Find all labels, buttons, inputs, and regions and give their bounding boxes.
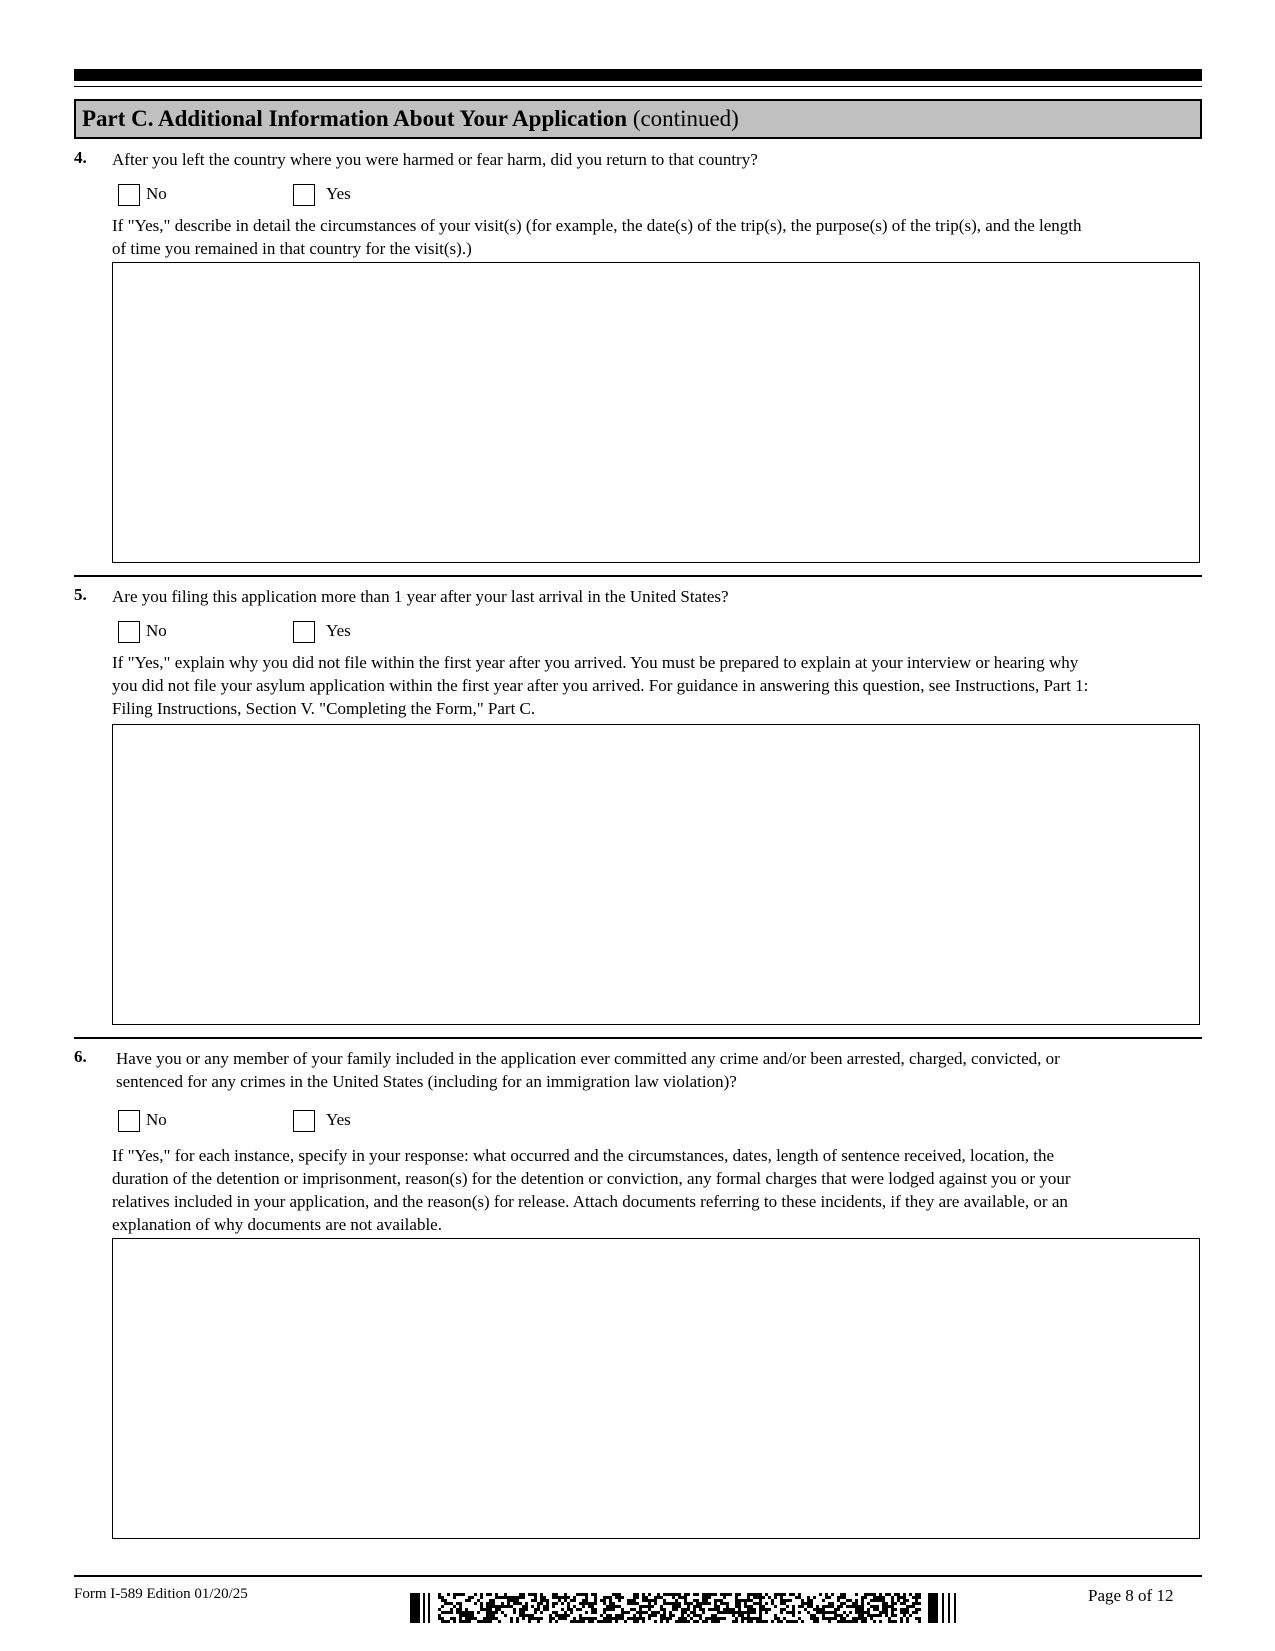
question-6-instruction-line-2: duration of the detention or imprisonment, reason(s) for the detention or conviction, any formal charges that were lodged against you or your bbox=[112, 1169, 1071, 1188]
question-4-instruction-line-2: of time you remained in that country for the visit(s).) bbox=[112, 239, 472, 258]
footer-rule bbox=[74, 1575, 1202, 1577]
question-5-instruction-line-3: Filing Instructions, Section V. "Completing the Form," Part C. bbox=[112, 699, 536, 718]
question-4-yes-label: Yes bbox=[326, 184, 351, 203]
question-6-instruction-line-3: relatives included in your application, and the reason(s) for release. Attach documents referring to these incidents, if they are available, or an bbox=[112, 1192, 1068, 1211]
question-5-answer-box[interactable] bbox=[112, 724, 1200, 1025]
barcode-icon bbox=[410, 1593, 958, 1623]
question-6-text-line-2: sentenced for any crimes in the United States (including for an immigration law violation)? bbox=[116, 1072, 737, 1091]
question-6-text-line-1: Have you or any member of your family included in the application ever committed any crime and/or been arrested, charged, convicted, or bbox=[116, 1049, 1060, 1068]
form-edition: Form I-589 Edition 01/20/25 bbox=[74, 1586, 248, 1602]
question-5-instruction-line-1: If "Yes," explain why you did not file within the first year after you arrived. You must be prepared to explain at your interview or hearing why bbox=[112, 653, 1079, 672]
question-4-number: 4. bbox=[74, 148, 87, 167]
page-number: Page 8 of 12 bbox=[1088, 1586, 1174, 1605]
question-6-yes-checkbox[interactable] bbox=[293, 1110, 315, 1132]
question-4-yes-checkbox[interactable] bbox=[293, 184, 315, 206]
question-6-no-label: No bbox=[146, 1110, 167, 1129]
question-5-no-checkbox[interactable] bbox=[118, 621, 140, 643]
separator-rule bbox=[74, 1037, 1202, 1039]
section-title: Part C. Additional Information About Your Application bbox=[82, 106, 628, 131]
question-4-instruction-line-1: If "Yes," describe in detail the circumstances of your visit(s) (for example, the date(s) of the trip(s), the purpose(s) of the trip(s), and the length bbox=[112, 216, 1082, 235]
question-4-no-label: No bbox=[146, 184, 167, 203]
question-6-no-checkbox[interactable] bbox=[118, 1110, 140, 1132]
question-4-text: After you left the country where you were harmed or fear harm, did you return to that country? bbox=[112, 150, 758, 169]
section-title-suffix: (continued) bbox=[632, 106, 739, 131]
question-4-answer-box[interactable] bbox=[112, 262, 1200, 563]
section-header bbox=[74, 99, 1202, 139]
top-thick-rule bbox=[74, 69, 1202, 81]
question-5-yes-label: Yes bbox=[326, 621, 351, 640]
question-6-number: 6. bbox=[74, 1047, 87, 1066]
question-5-no-label: No bbox=[146, 621, 167, 640]
question-4-no-checkbox[interactable] bbox=[118, 184, 140, 206]
question-6-yes-label: Yes bbox=[326, 1110, 351, 1129]
question-6-instruction-line-1: If "Yes," for each instance, specify in your response: what occurred and the circumstances, dates, length of sentence received, location, the bbox=[112, 1146, 1055, 1165]
question-5-instruction-line-2: you did not file your asylum application within the first year after you arrived. For guidance in answering this question, see Instructions, Part 1: bbox=[112, 676, 1089, 695]
question-6-instruction-line-4: explanation of why documents are not available. bbox=[112, 1215, 442, 1234]
separator-rule bbox=[74, 575, 1202, 577]
top-thin-rule bbox=[74, 86, 1202, 87]
question-5-yes-checkbox[interactable] bbox=[293, 621, 315, 643]
question-6-answer-box[interactable] bbox=[112, 1238, 1200, 1539]
question-5-text: Are you filing this application more than 1 year after your last arrival in the United States? bbox=[112, 587, 729, 606]
question-5-number: 5. bbox=[74, 585, 87, 604]
